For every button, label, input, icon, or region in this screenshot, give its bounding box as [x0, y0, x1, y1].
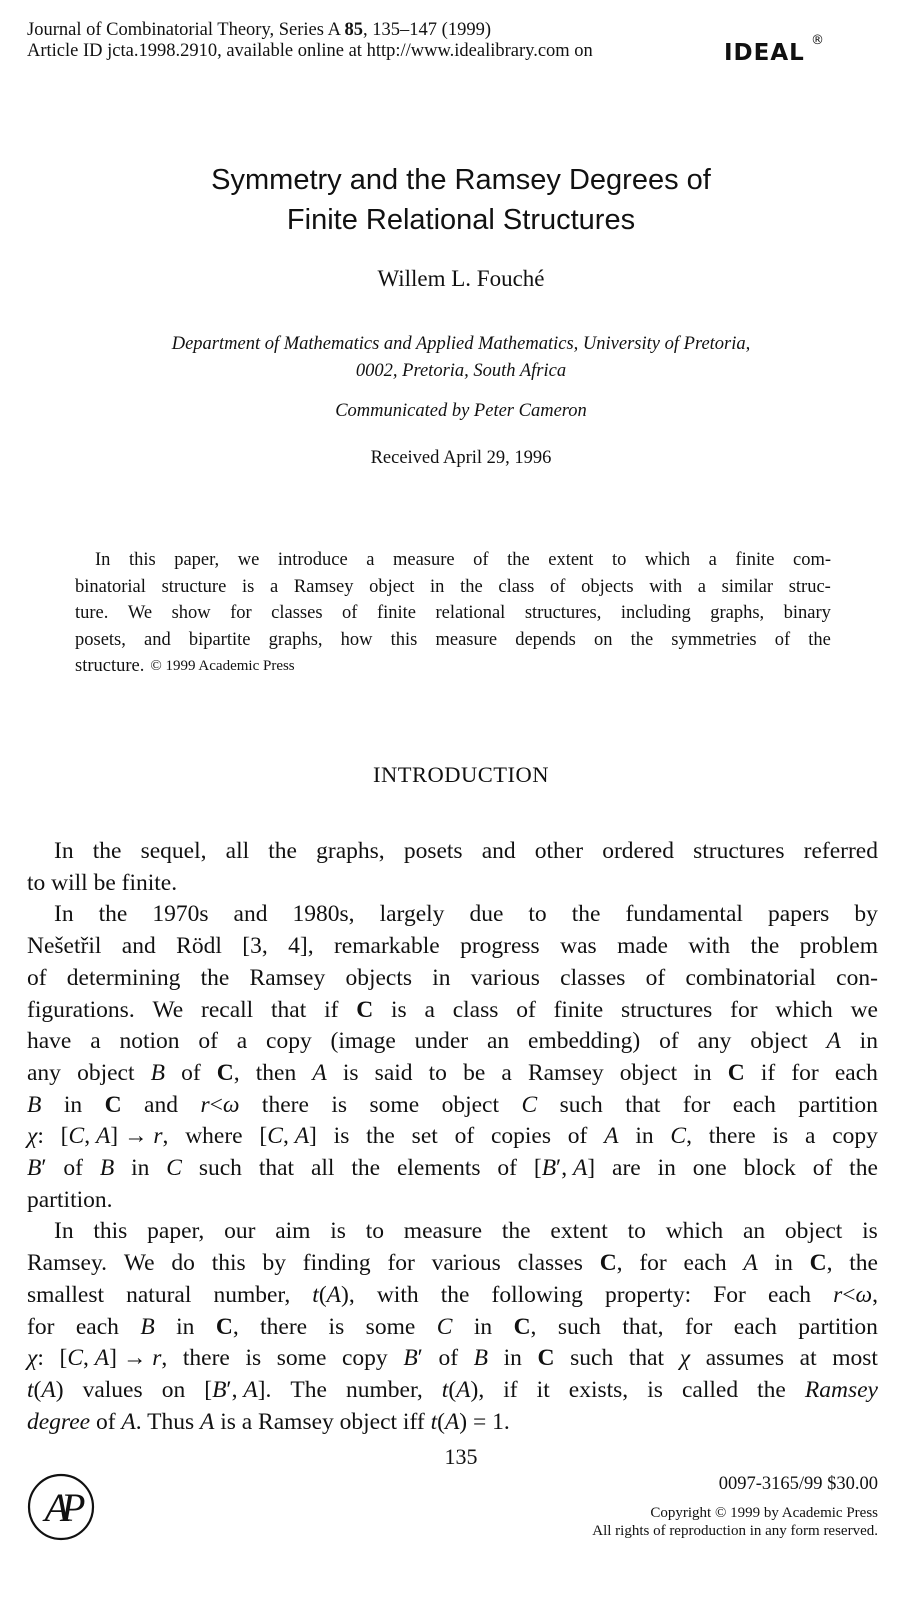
section-heading: INTRODUCTION	[373, 762, 549, 787]
abstract-line: posets, and bipartite graphs, how this measure depends on the symmetries of the	[75, 629, 831, 650]
body-text	[27, 836, 878, 1438]
paragraph-line: t(A) values on [B′, A]. The number, t(A), if it exists, is called the Ramsey	[27, 1376, 878, 1403]
paragraph-line: χ: [C, A] → r, there is some copy B′ of B in C such that χ assumes at most	[27, 1345, 878, 1372]
paragraph-line: have a notion of a copy (image under an embedding) of any object A in	[27, 1028, 878, 1055]
paragraph-line: In the 1970s and 1980s, largely due to the fundamental papers by	[54, 901, 878, 928]
abstract-copyright: © 1999 Academic Press	[150, 658, 295, 674]
affiliation: Department of Mathematics and Applied Mathematics, University of Pretoria, 0002, Pretoria, South Africa	[171, 334, 751, 381]
journal-citation: Journal of Combinatorial Theory, Series A 85, 135–147 (1999)	[27, 20, 491, 40]
paragraph-line: Ramsey. We do this by finding for various classes C, for each A in C, the	[27, 1250, 878, 1277]
copyright-notice: Copyright © 1999 by Academic Press All rights of reproduction in any form reserved.	[592, 1505, 878, 1539]
abstract	[75, 547, 831, 680]
paragraph-line: χ: [C, A] → r, where [C, A] is the set of copies of A in C, there is a copy	[27, 1123, 878, 1150]
paragraph-line: In this paper, our aim is to measure the extent to which an object is	[54, 1218, 878, 1245]
paragraph-line: Nešetřil and Rödl [3, 4], remarkable progress was made with the problem	[27, 933, 878, 960]
paragraph-line: B in C and r<ω there is some object C such that for each partition	[27, 1091, 878, 1118]
paragraph-line: figurations. We recall that if C is a class of finite structures for which we	[27, 996, 878, 1023]
paragraph-line: partition.	[27, 1186, 113, 1213]
abstract-line: In this paper, we introduce a measure of the extent to which a finite com-	[95, 550, 831, 570]
received-date: Received April 29, 1996	[370, 448, 552, 468]
abstract-line: binatorial structure is a Ramsey object in the class of objects with a similar struc-	[75, 576, 831, 597]
author-name: Willem L. Fouché	[377, 266, 545, 291]
paragraph-line: for each B in C, there is some C in C, such that, for each partition	[27, 1313, 878, 1340]
academic-press-logo: AP	[26, 1472, 96, 1542]
page-number: 135	[444, 1444, 478, 1469]
communicated-by: Communicated by Peter Cameron	[335, 401, 587, 421]
paragraph-line: any object B of C, then A is said to be a Ramsey object in C if for each	[27, 1059, 878, 1086]
paragraph-line: of determining the Ramsey objects in various classes of combinatorial con-	[27, 964, 878, 991]
abstract-last-line: structure. © 1999 Academic Press	[75, 653, 831, 680]
paper-title: Symmetry and the Ramsey Degrees of Finite Relational Structures	[211, 164, 711, 236]
abstract-line: ture. We show for classes of finite relational structures, including graphs, binary	[75, 603, 831, 623]
paragraph-line: smallest natural number, t(A), with the following property: For each r<ω,	[27, 1281, 878, 1308]
paragraph-line: degree of A. Thus A is a Ramsey object iff t(A) = 1.	[27, 1408, 510, 1435]
journal-volume: 85	[344, 20, 364, 40]
article-id: Article ID jcta.1998.2910, available online at http://www.idealibrary.com on	[27, 41, 593, 61]
paragraph-line: to will be finite.	[27, 869, 178, 896]
issn-price: 0097-3165/99 $30.00	[718, 1474, 878, 1494]
paragraph-line: B′ of B in C such that all the elements of [B′, A] are in one block of the	[27, 1155, 878, 1182]
paragraph-line: In the sequel, all the graphs, posets and other ordered structures referred	[54, 838, 878, 864]
